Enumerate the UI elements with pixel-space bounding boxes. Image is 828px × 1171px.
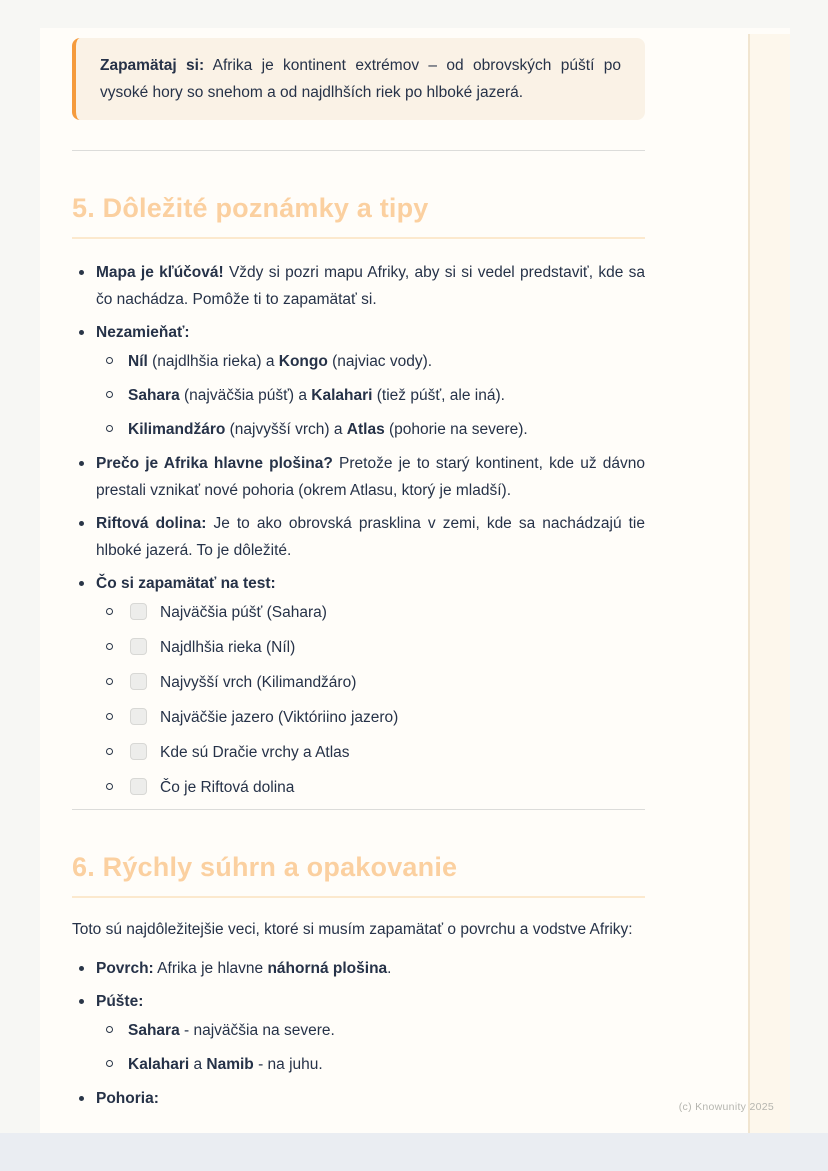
bold-text: Sahara	[128, 387, 180, 404]
checkbox[interactable]	[130, 743, 147, 760]
checkbox[interactable]	[130, 603, 147, 620]
text: (tiež púšť, ale iná).	[372, 387, 505, 404]
section-divider	[72, 809, 645, 810]
bold-text: Pohoria:	[96, 1090, 159, 1107]
text: Je to ako obrovská prasklina v zemi, kde sa nachádzajú tie hlboké jazerá. To je dôležité.	[96, 515, 645, 559]
sub-bullet-item	[104, 1017, 645, 1044]
bullet-item	[72, 510, 645, 564]
notes-page	[40, 28, 790, 1133]
checklist	[96, 599, 645, 801]
text: Vždy si pozri mapu Afriky, aby si si vedel predstaviť, kde sa čo nachádza. Pomôže ti to zapamätať si.	[96, 264, 645, 308]
checkbox[interactable]	[130, 778, 147, 795]
checklist-item	[104, 599, 645, 626]
bullet-item	[72, 450, 645, 504]
section-5-list	[72, 259, 645, 801]
section-6-heading: 6. Rýchly súhrn a opakovanie	[72, 850, 645, 898]
section-6-intro: Toto sú najdôležitejšie veci, ktoré si musím zapamätať o povrchu a vodstve Afriky:	[72, 921, 633, 938]
checkbox[interactable]	[130, 708, 147, 725]
checklist-label: Kde sú Dračie vrchy a Atlas	[160, 744, 350, 761]
bold-text: Kongo	[278, 353, 328, 370]
text: - na juhu.	[253, 1056, 323, 1073]
bold-text: Púšte:	[96, 993, 144, 1010]
callout-text: Afrika je kontinent extrémov – od obrovských púští po vysoké hory so snehom a od najdlhších riek po hlboké jazerá.	[100, 57, 621, 101]
checklist-label: Najdlhšia rieka (Níl)	[160, 639, 296, 656]
sub-bullet-item	[104, 1051, 645, 1078]
checkbox[interactable]	[130, 638, 147, 655]
sub-bullet-item	[104, 382, 645, 409]
sub-bullet-item	[104, 416, 645, 443]
bold-text: Mapa je kľúčová!	[96, 264, 224, 281]
bullet-item	[72, 259, 645, 313]
bullet-item	[72, 319, 645, 443]
checklist-item	[104, 739, 645, 766]
bold-text: Kilimandžáro	[128, 421, 226, 438]
bold-text: Sahara	[128, 1022, 180, 1039]
bold-text: Atlas	[346, 421, 385, 438]
bold-text: Kalahari	[311, 387, 373, 404]
bullet-item	[72, 988, 645, 1078]
watermark: (c) Knowunity 2025	[678, 1101, 774, 1113]
text: (najväčšia púšť) a	[179, 387, 312, 404]
section-6-list	[72, 955, 645, 1112]
text: (pohorie na severe).	[384, 421, 528, 438]
page-margin-strip	[750, 34, 790, 1133]
bold-text: Kalahari	[128, 1056, 190, 1073]
bold-text: Namib	[206, 1056, 254, 1073]
bold-text: Nezamieňať:	[96, 324, 190, 341]
sub-list	[96, 1017, 645, 1078]
text: a	[189, 1056, 207, 1073]
sub-bullet-item	[104, 348, 645, 375]
checklist-item	[104, 634, 645, 661]
bold-text: Čo si zapamätať na test:	[96, 575, 276, 592]
bold-text: Níl	[128, 353, 148, 370]
sub-list	[96, 348, 645, 443]
bold-text: náhorná plošina	[267, 960, 388, 977]
checklist-item	[104, 704, 645, 731]
checklist-label: Najväčšia púšť (Sahara)	[160, 604, 327, 621]
checklist-item	[104, 669, 645, 696]
text: Pretože je to starý kontinent, kde už dávno prestali vznikať nové pohoria (okrem Atlasu, ktorý je mladší).	[96, 455, 645, 499]
text: Afrika je hlavne	[153, 960, 268, 977]
callout-bold-prefix: Zapamätaj si:	[100, 57, 205, 74]
notes-content	[72, 28, 645, 1112]
text: - najväčšia na severe.	[179, 1022, 335, 1039]
bullet-item	[72, 1085, 645, 1112]
bold-text: Prečo je Afrika hlavne plošina?	[96, 455, 333, 472]
text: (najviac vody).	[327, 353, 433, 370]
background-strip	[0, 1133, 828, 1171]
callout-note	[72, 38, 645, 120]
section-5-heading: 5. Dôležité poznámky a tipy	[72, 191, 645, 239]
checklist-label: Čo je Riftová dolina	[160, 779, 295, 796]
bullet-item	[72, 955, 645, 982]
checklist-item	[104, 774, 645, 801]
bullet-item	[72, 570, 645, 801]
checklist-label: Najvyšší vrch (Kilimandžáro)	[160, 674, 357, 691]
text: .	[387, 960, 392, 977]
page-edge-line	[748, 34, 750, 1133]
text: (najdlhšia rieka) a	[147, 353, 279, 370]
bold-text: Riftová dolina:	[96, 515, 207, 532]
text: (najvyšší vrch) a	[225, 421, 347, 438]
section-divider	[72, 150, 645, 151]
checklist-label: Najväčšie jazero (Viktóriino jazero)	[160, 709, 399, 726]
checkbox[interactable]	[130, 673, 147, 690]
bold-text: Povrch:	[96, 960, 154, 977]
